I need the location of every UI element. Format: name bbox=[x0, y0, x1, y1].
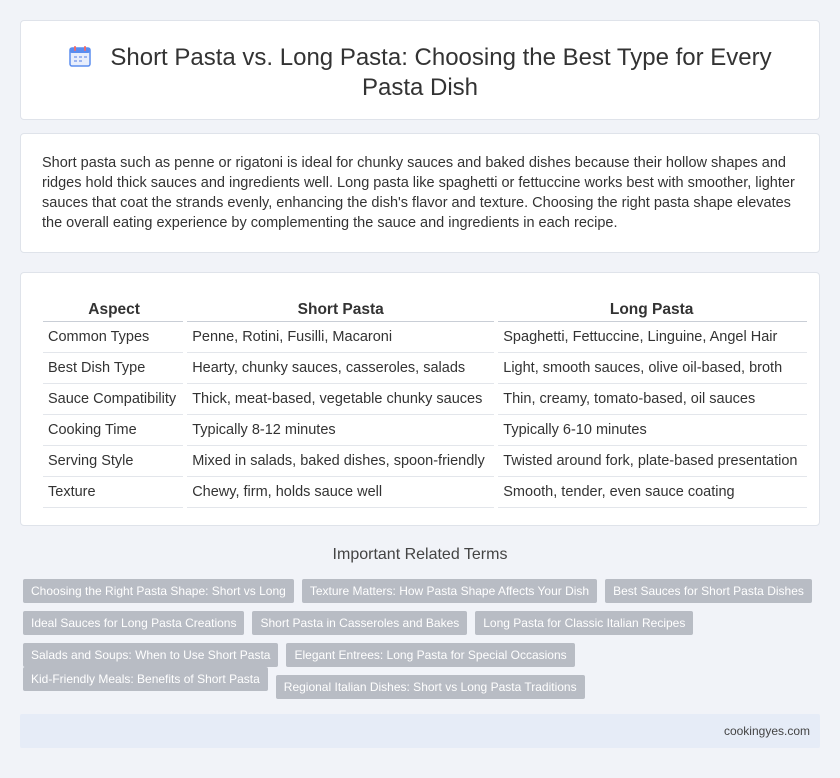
related-term-tag[interactable]: Best Sauces for Short Pasta Dishes bbox=[605, 579, 812, 603]
row-long: Spaghetti, Fettuccine, Linguine, Angel Hair bbox=[496, 321, 807, 352]
row-aspect: Cooking Time bbox=[43, 414, 185, 445]
table-row bbox=[43, 352, 807, 383]
related-term-tag[interactable]: Ideal Sauces for Long Pasta Creations bbox=[23, 611, 244, 635]
table-row bbox=[43, 414, 807, 445]
row-long: Thin, creamy, tomato-based, oil sauces bbox=[496, 383, 807, 414]
row-long: Twisted around fork, plate-based presentation bbox=[496, 445, 807, 476]
tag-row bbox=[23, 611, 823, 643]
header-short-pasta: Short Pasta bbox=[185, 295, 496, 321]
intro-paragraph: Short pasta such as penne or rigatoni is ideal for chunky sauces and baked dishes because their hollow shapes and ridges hold thick sauces and ingredients well. Long pasta like spaghetti or fettuccine works best with smoother, lighter sauces that coat the strands evenly, enhancing the dish's flavor and texture. Choosing the right pasta shape elevates the overall eating experience by complementing the sauce and ingredients in each recipe. bbox=[42, 155, 795, 231]
related-term-tag[interactable]: Regional Italian Dishes: Short vs Long Pasta Traditions bbox=[276, 675, 585, 699]
related-term-tag[interactable]: Choosing the Right Pasta Shape: Short vs Long bbox=[23, 579, 294, 603]
table-row bbox=[43, 321, 807, 352]
row-long: Smooth, tender, even sauce coating bbox=[496, 476, 807, 507]
table-row bbox=[43, 383, 807, 414]
intro-card bbox=[20, 133, 820, 253]
related-term-tag[interactable]: Short Pasta in Casseroles and Bakes bbox=[252, 611, 467, 635]
related-term-tag[interactable]: Long Pasta for Classic Italian Recipes bbox=[475, 611, 693, 635]
row-short: Thick, meat-based, vegetable chunky sauces bbox=[185, 383, 496, 414]
row-long: Light, smooth sauces, olive oil-based, broth bbox=[496, 352, 807, 383]
footer-site-link[interactable]: cookingyes.com bbox=[723, 724, 810, 738]
related-terms-list bbox=[23, 579, 823, 707]
title-card bbox=[20, 20, 820, 120]
header-aspect: Aspect bbox=[43, 295, 185, 321]
tag-row bbox=[23, 643, 823, 686]
calendar-icon bbox=[68, 44, 92, 68]
tag-row bbox=[23, 579, 823, 611]
header-long-pasta: Long Pasta bbox=[496, 295, 807, 321]
row-long: Typically 6-10 minutes bbox=[496, 414, 807, 445]
related-terms-heading: Important Related Terms bbox=[332, 546, 508, 563]
table-header-row bbox=[43, 295, 807, 321]
table-row bbox=[43, 445, 807, 476]
row-aspect: Best Dish Type bbox=[43, 352, 185, 383]
row-short: Chewy, firm, holds sauce well bbox=[185, 476, 496, 507]
page-title: Short Pasta vs. Long Pasta: Choosing the Best Type for Every Pasta Dish bbox=[110, 44, 772, 101]
row-aspect: Common Types bbox=[43, 321, 185, 352]
row-aspect: Serving Style bbox=[43, 445, 185, 476]
row-aspect: Sauce Compatibility bbox=[43, 383, 185, 414]
related-term-tag[interactable]: Salads and Soups: When to Use Short Pasta bbox=[23, 643, 278, 667]
row-short: Hearty, chunky sauces, casseroles, salads bbox=[185, 352, 496, 383]
related-term-tag[interactable]: Kid-Friendly Meals: Benefits of Short Pasta bbox=[23, 667, 268, 691]
comparison-table bbox=[43, 295, 807, 508]
row-aspect: Texture bbox=[43, 476, 185, 507]
related-term-tag[interactable]: Texture Matters: How Pasta Shape Affects Your Dish bbox=[302, 579, 597, 603]
page-title-wrap bbox=[21, 43, 819, 103]
comparison-table-card bbox=[20, 272, 820, 526]
footer-bar bbox=[20, 714, 820, 748]
row-short: Mixed in salads, baked dishes, spoon-friendly bbox=[185, 445, 496, 476]
table-row bbox=[43, 476, 807, 507]
related-term-tag[interactable]: Elegant Entrees: Long Pasta for Special Occasions bbox=[286, 643, 574, 667]
row-short: Typically 8-12 minutes bbox=[185, 414, 496, 445]
row-short: Penne, Rotini, Fusilli, Macaroni bbox=[185, 321, 496, 352]
